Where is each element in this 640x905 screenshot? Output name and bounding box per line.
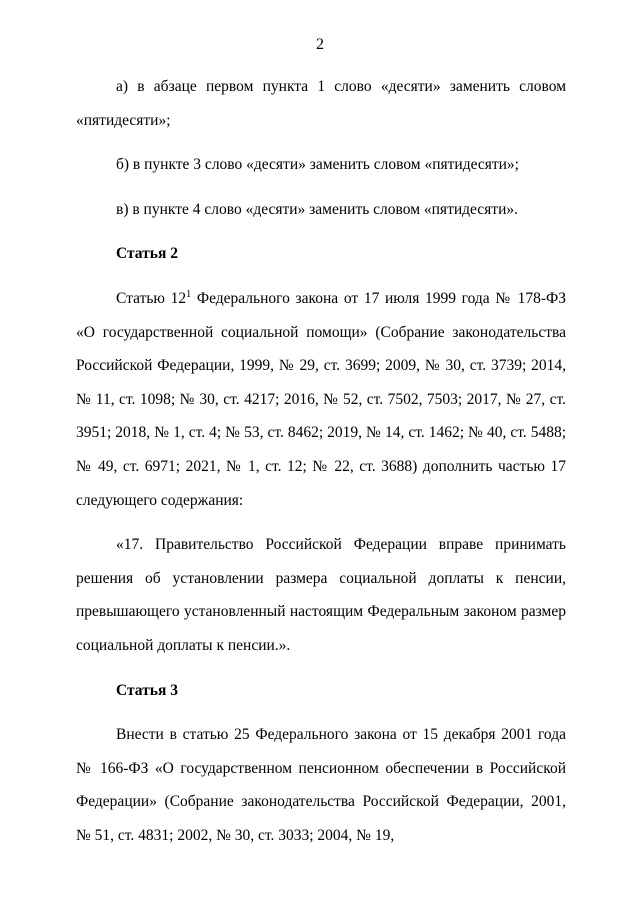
article-number-superscript: 1 [186, 288, 192, 300]
paragraph-b: б) в пункте 3 слово «десяти» заменить словом «пятидесяти»; [116, 156, 519, 174]
article-2-text-start: Статью 12 [116, 289, 187, 307]
article-3-paragraph: Внести в статью 25 Федерального закона от 15 декабря 2001 года № 166-ФЗ «О государственном пенсионном обеспечении в Российской Федерации» (Собрание законодательства Российской Федерации, 2001, № 51, ст. 4831; 2002, № 30, ст. 3033; 2004, № 19, [76, 726, 566, 844]
article-2-heading: Статья 2 [116, 245, 178, 263]
article-3-heading: Статья 3 [116, 681, 178, 699]
document-body [76, 70, 566, 852]
paragraph-a: а) в абзаце первом пункта 1 слово «десяти» заменить словом «пятидесяти»; [76, 78, 566, 129]
article-2-quoted-part: «17. Правительство Российской Федерации вправе принимать решения об установлении размера социальной доплаты к пенсии, превышающего установленный настоящим Федеральным законом размер социальной доплаты к пенсии.». [76, 536, 566, 654]
page-number: 2 [316, 36, 324, 53]
article-2-paragraph [76, 282, 566, 517]
article-2-text-rest: Федерального закона от 17 июля 1999 года № 178-ФЗ «О государственной социальной помощи» (Собрание законодательства Российской Федерации, 1999, № 29, ст. 3699; 2009, № 30, ст. 3739; 2014, № 11, ст. 1098; № 30, ст. 4217; 2016, № 52, ст. 7502, 7503; 2017, № 27, ст. 3951; 2018, № 1, ст. 4; № 53, ст. 8462; 2019, № 14, ст. 1462; № 40, ст. 5488; № 49, ст. 6971; 2021, № 1, ст. 12; № 22, ст. 3688) дополнить частью 17 следующего содержания: [76, 289, 567, 509]
paragraph-c: в) в пункте 4 слово «десяти» заменить словом «пятидесяти». [116, 200, 518, 218]
